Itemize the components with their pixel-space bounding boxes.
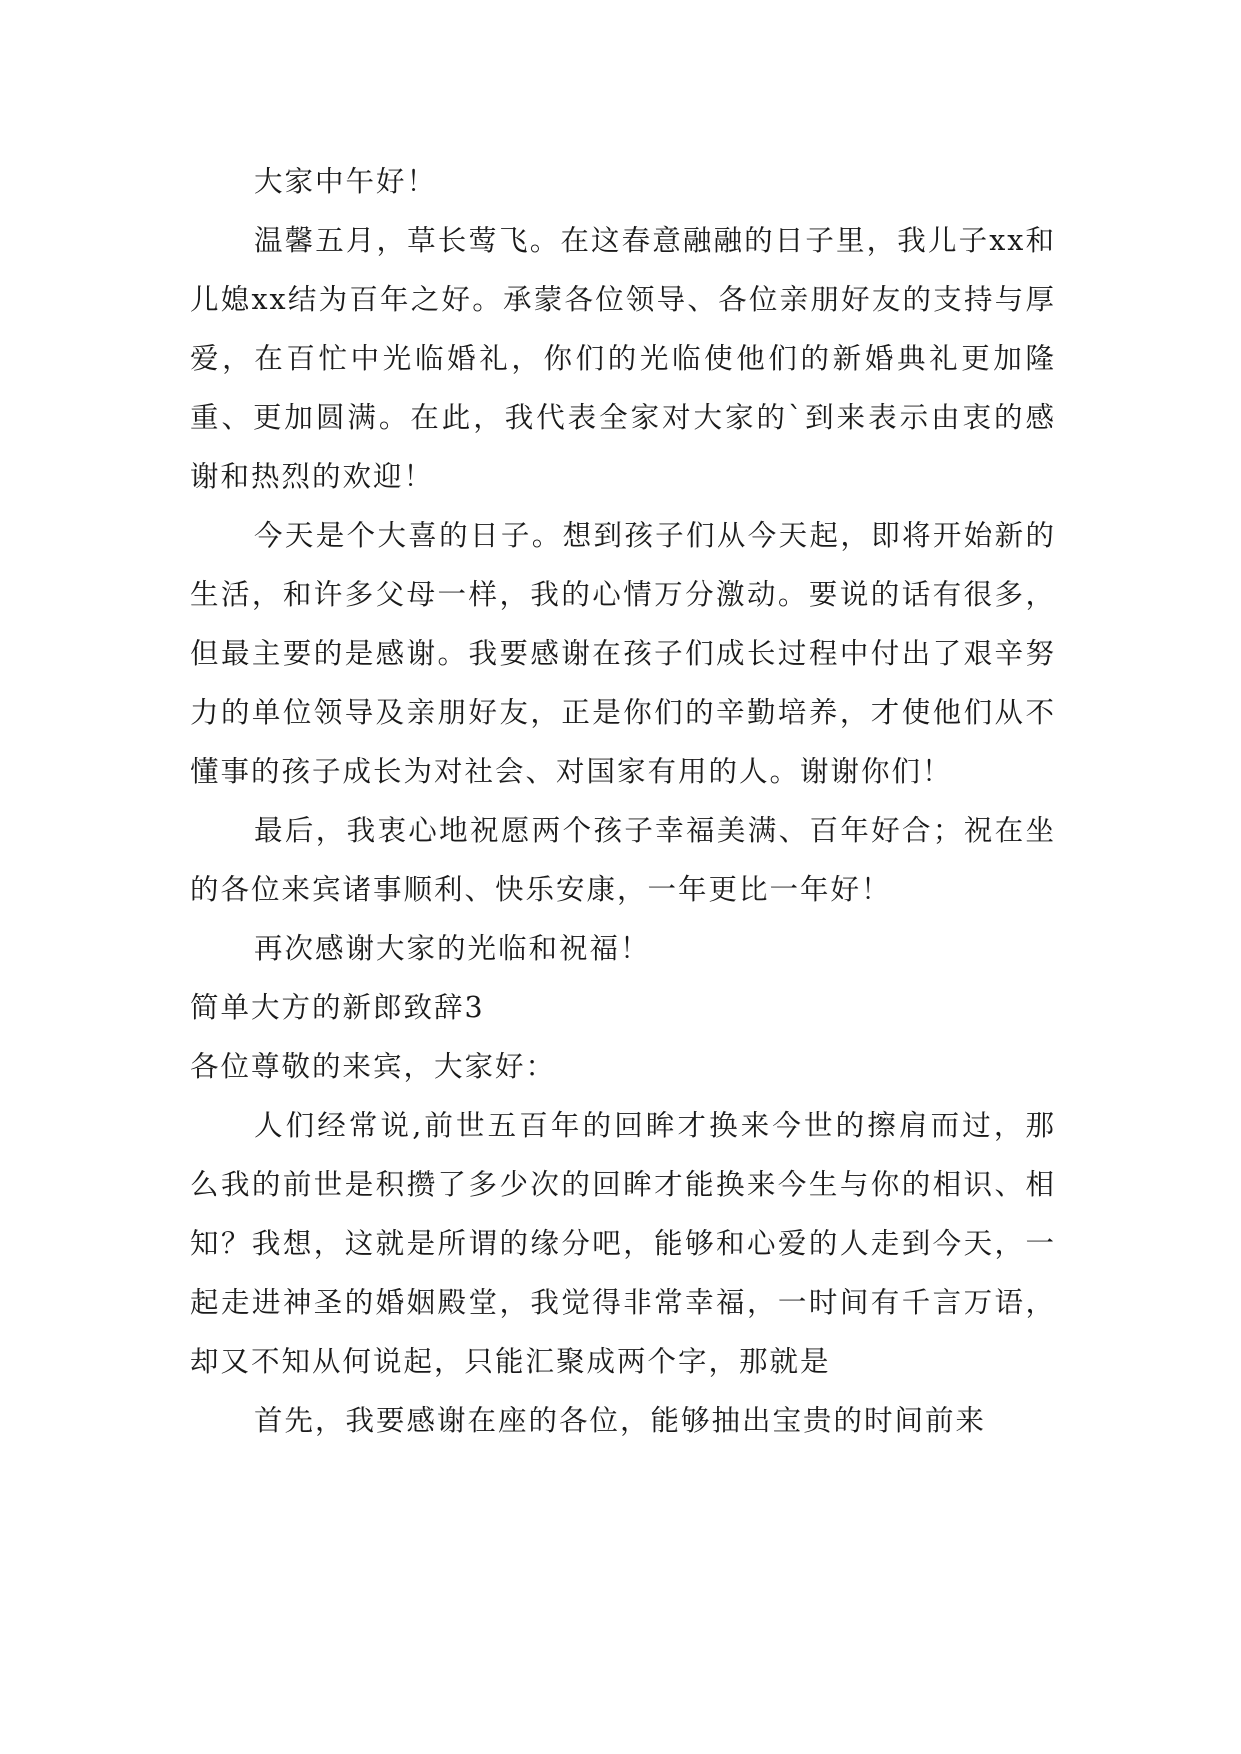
fate-paragraph: 人们经常说,前世五百年的回眸才换来今世的擦肩而过，那么我的前世是积攒了多少次的回眸才能换来今生与你的相识、相知？我想，这就是所谓的缘分吧，能够和心爱的人走到今天，一起走进神圣的婚姻殿堂，我觉得非常幸福，一时间有千言万语，却又不知从何说起，只能汇聚成两个字，那就是 [190,1109,1056,1378]
gratitude-paragraph: 今天是个大喜的日子。想到孩子们从今天起，即将开始新的生活，和许多父母一样，我的心情万分激动。要说的话有很多，但最主要的是感谢。我要感谢在孩子们成长过程中付出了艰辛努力的单位领导及亲朋好友，正是你们的辛勤培养，才使他们从不懂事的孩子成长为对社会、对国家有用的人。谢谢你们！ [190,519,1056,788]
closing-thanks-paragraph: 再次感谢大家的光临和祝福！ [254,932,651,965]
wedding-announcement-paragraph: 温馨五月，草长莺飞。在这春意融融的日子里，我儿子xx和儿媳xx结为百年之好。承蒙各位领导、各位亲朋好友的支持与厚爱，在百忙中光临婚礼，你们的光临使他们的新婚典礼更加隆重、更加圆满。在此，我代表全家对大家的`到来表示由衷的感谢和热烈的欢迎！ [190,224,1056,493]
salutation: 各位尊敬的来宾，大家好： [190,1050,557,1083]
section-title: 简单大方的新郎致辞3 [190,991,485,1024]
document-body [190,152,1056,1450]
greeting-paragraph: 大家中午好！ [254,165,438,198]
blessing-paragraph: 最后，我衷心地祝愿两个孩子幸福美满、百年好合；祝在坐的各位来宾诸事顺利、快乐安康，一年更比一年好！ [190,814,1056,906]
first-thanks-paragraph: 首先，我要感谢在座的各位，能够抽出宝贵的时间前来 [254,1404,987,1437]
